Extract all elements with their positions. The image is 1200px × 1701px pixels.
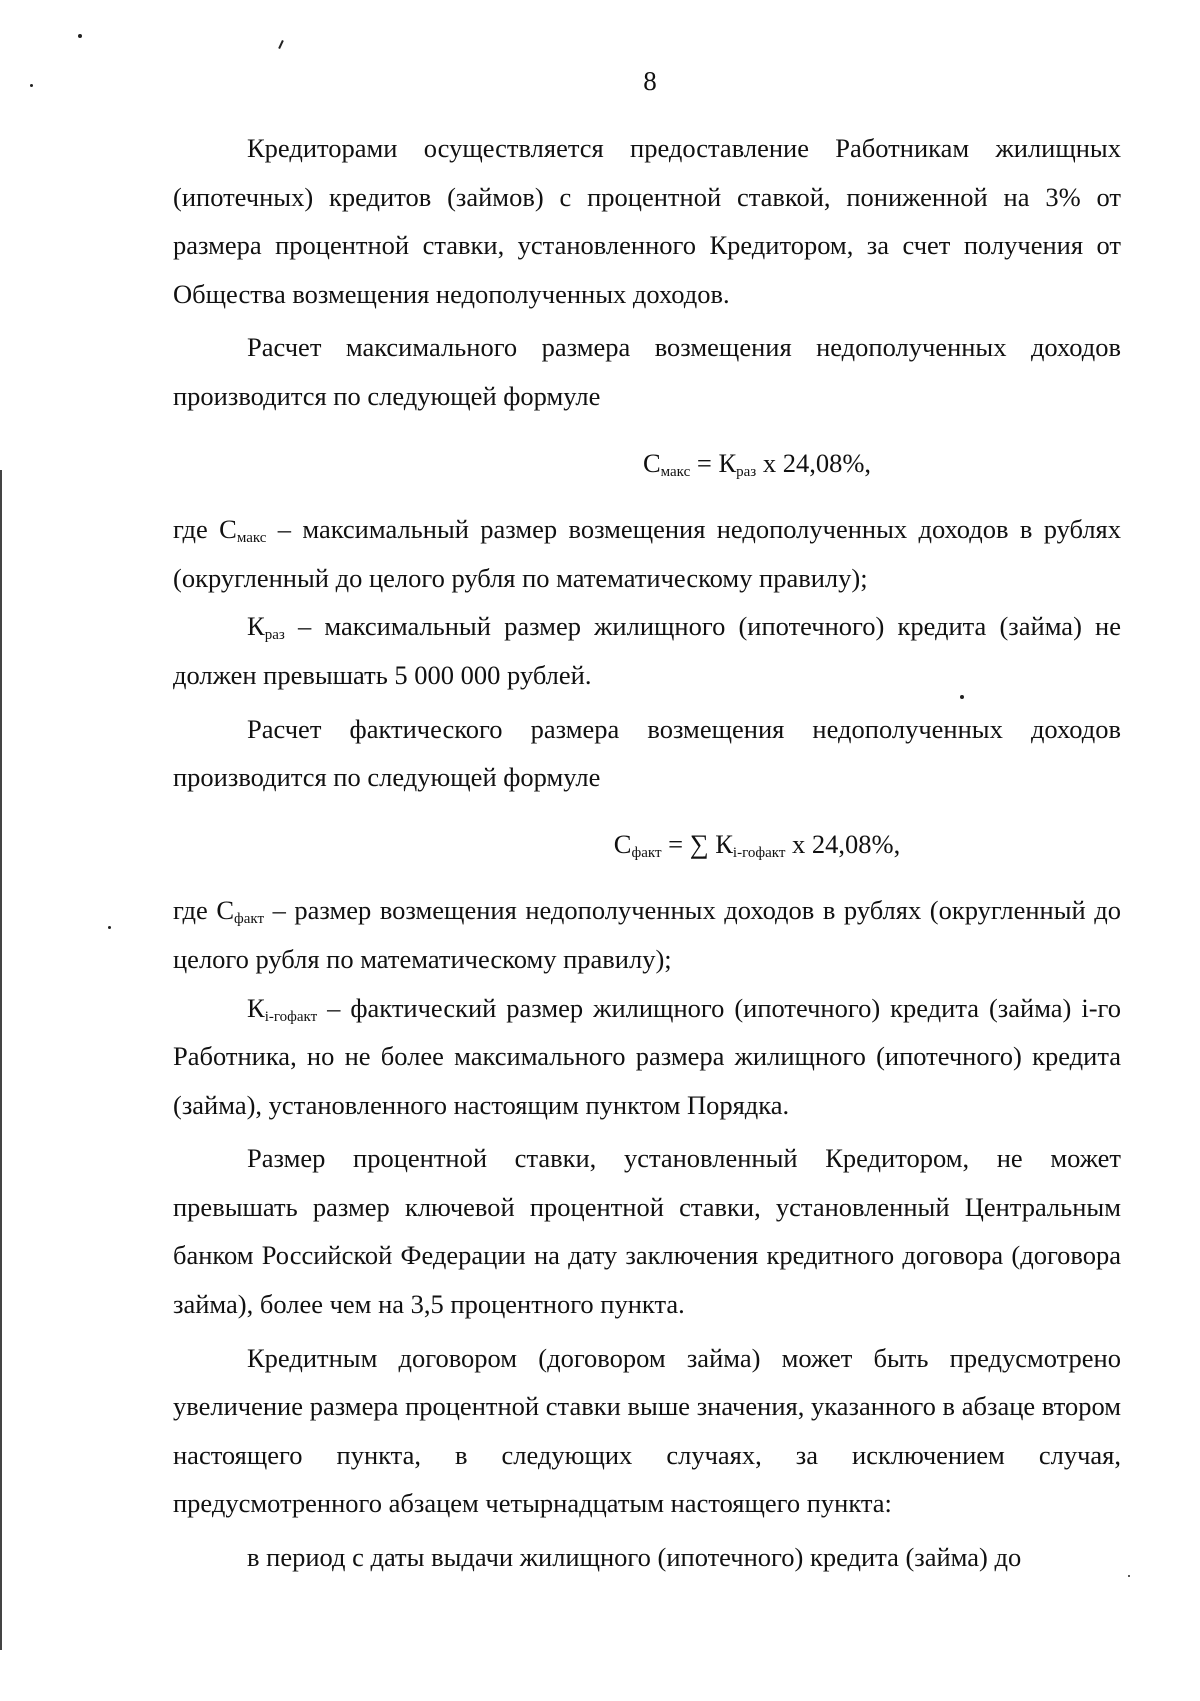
paragraph-7-rest: – фактический размер жилищного (ипотечного) кредита (займа) i-го Работника, но не более максимального размера жилищного (ипотечного) кредита (займа), установленного настоящим пунктом Порядка. <box>173 992 1121 1120</box>
paragraph-6-start: где С <box>173 895 235 926</box>
paragraph-3-start: где С <box>173 514 237 545</box>
paragraph-1: Кредиторами осуществляется предоставление Работникам жилищных (ипотечных) кредитов (займов) с процентной ставкой, пониженной на 3% от размера процентной ставки, установленного Кредитором, за счет получения от Общества возмещения недополученных доходов. <box>173 133 1121 309</box>
formula-fact-tail: х 24,08%, <box>785 828 901 859</box>
paragraph-5: Расчет фактического размера возмещения недополученных доходов производится по следующей формуле <box>173 713 1121 793</box>
scan-speck <box>1128 1575 1130 1577</box>
paragraph-9: Кредитным договором (договором займа) может быть предусмотрено увеличение размера процентной ставки выше значения, указанного в абзаце втором настоящего пункта, в следующих случаях, за исключением случая, предусмотренного абзацем четырнадцатым настоящего пункта: <box>173 1342 1121 1519</box>
scan-speck <box>278 40 284 49</box>
scan-speck <box>30 84 33 87</box>
scan-edge-line <box>0 470 2 1650</box>
formula-fact-c-sub: факт <box>631 844 662 861</box>
scan-speck <box>960 695 964 699</box>
paragraph-4-start: К <box>247 611 265 642</box>
formula-fact-k-sub: i-гофакт <box>732 844 786 861</box>
formula-fact-eq: = ∑ К <box>661 828 733 859</box>
paragraph-4-rest: – максимальный размер жилищного (ипотечного) кредита (займа) не должен превышать 5 000 000 рублей. <box>173 611 1121 690</box>
paragraph-3-sub: макс <box>236 530 267 547</box>
paragraph-4-sub: раз <box>264 627 285 644</box>
scan-speck <box>108 926 111 929</box>
paragraph-7-start: К <box>247 992 265 1023</box>
paragraph-6-sub: факт <box>234 911 265 928</box>
scan-speck <box>78 34 82 38</box>
paragraph-3-rest: – максимальный размер возмещения недополученных доходов в рублях (округленный до целого рубля по математическому правилу); <box>173 514 1121 593</box>
paragraph-6-rest: – размер возмещения недополученных доходов в рублях (округленный до целого рубля по математическому правилу); <box>173 895 1121 974</box>
formula-max-eq: = К <box>690 447 737 478</box>
paragraph-7 <box>173 984 1121 1130</box>
page-number: 8 <box>643 66 657 96</box>
paragraph-6 <box>173 886 1121 983</box>
formula-max <box>173 439 1121 488</box>
paragraph-8: Размер процентной ставки, установленный Кредитором, не может превышать размер ключевой процентной ставки, установленный Центральным банком Российской Федерации на дату заключения кредитного договора (договора займа), более чем на 3,5 процентного пункта. <box>173 1143 1121 1320</box>
formula-max-k-sub: раз <box>736 463 757 480</box>
paragraph-4 <box>173 602 1121 699</box>
paragraph-10: в период с даты выдачи жилищного (ипотечного) кредита (займа) до <box>247 1542 1022 1573</box>
document-body <box>173 124 1121 1582</box>
paragraph-7-sub: i-гофакт <box>264 1008 318 1025</box>
formula-max-c: С <box>642 447 661 478</box>
formula-fact <box>173 820 1121 869</box>
formula-max-tail: х 24,08%, <box>756 447 872 478</box>
formula-fact-c: С <box>613 828 632 859</box>
formula-max-c-sub: макс <box>660 463 691 480</box>
paragraph-2: Расчет максимального размера возмещения недополученных доходов производится по следующей формуле <box>173 332 1121 411</box>
paragraph-3 <box>173 505 1121 602</box>
